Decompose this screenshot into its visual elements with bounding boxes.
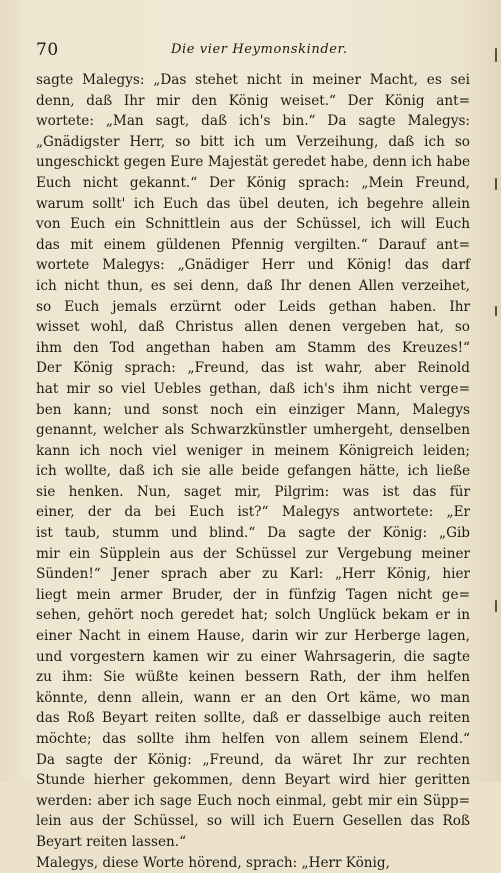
text-line: hat mir so viel Uebles gethan, daß ich's ihm nicht verge=: [36, 380, 470, 397]
text-line: zu ihm: Sie wüßte keinen bessern Rath, der ihm helfen: [36, 669, 470, 686]
page-number: 70: [36, 40, 59, 60]
text-line: kann ich noch viel weniger in meinem Königreich leiden;: [36, 442, 470, 459]
text-line: ben kann; und sonst noch ein einziger Mann, Malegys: [36, 401, 470, 418]
text-line: ich nicht thun, es sei denn, daß Ihr denen Allen verzeihet,: [36, 277, 470, 294]
text-line: lein aus der Schüssel, so will ich Euern Gesellen das Roß: [36, 813, 470, 830]
page-edge-mark: [495, 178, 497, 190]
text-line: ich wollte, daß ich sie alle beide gefangen hätte, ich ließe: [36, 463, 470, 480]
text-line: einer, der da bei Euch ist?“ Malegys antwortete: „Er: [36, 504, 470, 521]
page-edge-mark: [495, 600, 497, 612]
running-title: Die vier Heymonskinder.: [171, 42, 348, 57]
text-line: das mit einem güldenen Pfennig vergilten.“ Darauf ant=: [36, 236, 470, 253]
text-line: einer Nacht in einem Hause, darin wir zur Herberge lagen,: [36, 628, 470, 645]
text-line: Malegys, diese Worte hörend, sprach: „Herr König,: [36, 854, 390, 871]
page-header: [36, 40, 466, 60]
text-line: Euch nicht gekannt.“ Der König sprach: „Mein Freund,: [36, 174, 470, 191]
text-line: ist taub, stumm und blind.“ Da sagte der König: „Gib: [36, 525, 470, 542]
text-line: sehen, gehört noch geredet hat; solch Unglück bekam er in: [36, 607, 470, 624]
text-line: warum sollt' ich Euch das übel deuten, ich begehre allein: [36, 195, 470, 212]
text-line: wisset wohl, daß Christus allen denen vergeben hat, so: [36, 319, 470, 336]
text-line: so Euch jemals erzürnt oder Leids gethan haben. Ihr: [36, 298, 470, 315]
text-line: und vorgestern kamen wir zu einer Wahrsagerin, die sagte: [36, 648, 470, 665]
text-line: ungeschickt gegen Eure Majestät geredet habe, denn ich habe: [36, 154, 470, 171]
text-line: Stunde hierher gekommen, denn Beyart wird hier geritten: [36, 772, 470, 789]
body-text: [36, 70, 470, 873]
page-edge-mark: [495, 306, 497, 316]
text-line: genannt, welcher als Schwarzkünstler umhergeht, denselben: [36, 422, 470, 439]
text-line: Beyart reiten lassen.“: [36, 833, 187, 850]
page-edge-mark: [495, 48, 497, 62]
text-line: denn, daß Ihr mir den König weiset.“ Der König ant=: [36, 92, 470, 109]
text-line: wortete Malegys: „Gnädiger Herr und König! das darf: [36, 257, 470, 274]
text-line: „Gnädigster Herr, so bitt ich um Verzeihung, daß ich so: [36, 133, 470, 150]
text-line: wortete: „Man sagt, daß ich's bin.“ Da sagte Malegys:: [36, 113, 470, 130]
text-line: sagte Malegys: „Das stehet nicht in meiner Macht, es sei: [36, 72, 470, 88]
text-line: das Roß Beyart reiten sollte, daß er dasselbige auch reiten: [36, 710, 470, 727]
text-line: Der König sprach: „Freund, das ist wahr, aber Reinold: [36, 360, 470, 377]
text-line: Sünden!“ Jener sprach aber zu Karl: „Herr König, hier: [36, 566, 470, 583]
text-line: werden: aber ich sage Euch noch einmal, gebt mir ein Süpp=: [36, 792, 470, 809]
text-line: Da sagte der König: „Freund, da wäret Ihr zur rechten: [36, 751, 470, 768]
text-line: liegt mein armer Bruder, der in fünfzig Tagen nicht ge=: [36, 586, 470, 603]
text-line: könnte, denn allein, wann er an den Ort käme, wo man: [36, 689, 470, 706]
text-line: mir ein Süpplein aus der Schüssel zur Vergebung meiner: [36, 545, 470, 562]
text-line: sie henken. Nun, saget mir, Pilgrim: was ist das für: [36, 483, 470, 500]
text-line: möchte; das sollte ihm helfen von allem seinem Elend.“: [36, 731, 470, 747]
text-line: von Euch ein Schnittlein aus der Schüssel, ich will Euch: [36, 216, 470, 233]
text-line: ihm den Tod angethan haben am Stamm des Kreuzes!“: [36, 339, 470, 356]
